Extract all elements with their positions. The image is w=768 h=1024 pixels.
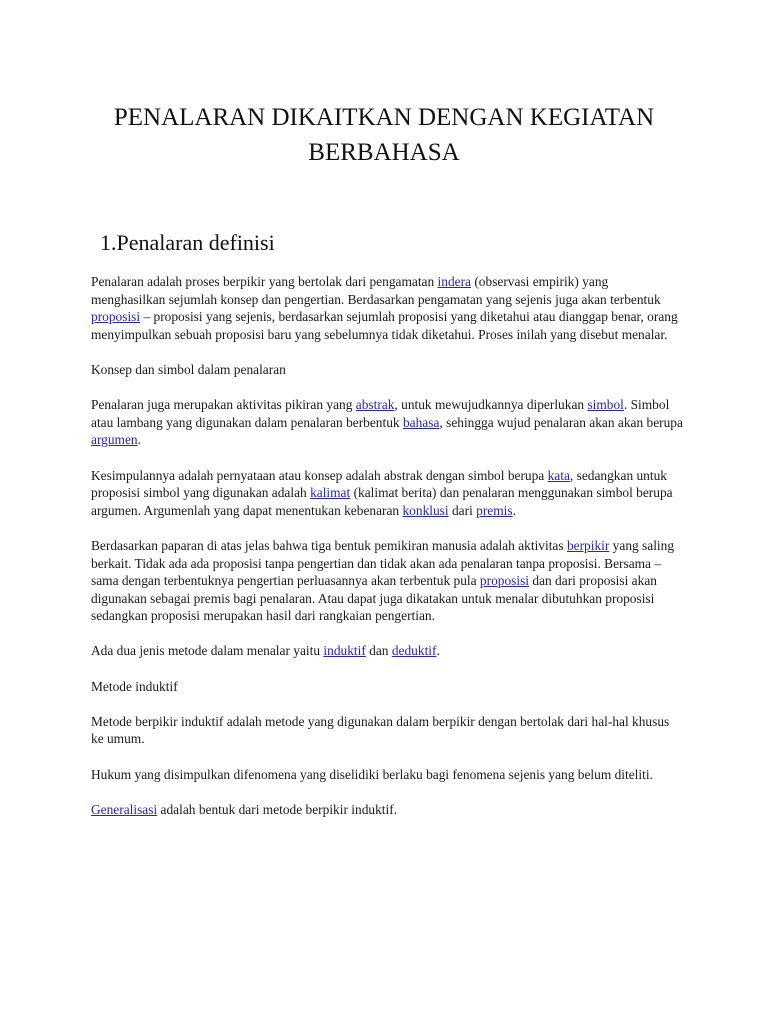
paragraph-text: , sehingga wujud penalaran akan akan berupa xyxy=(439,414,683,430)
link-kalimat[interactable]: kalimat xyxy=(310,485,351,501)
paragraph xyxy=(91,396,683,449)
link-generalisasi[interactable]: Generalisasi xyxy=(91,801,158,817)
link-indera[interactable]: indera xyxy=(437,274,471,289)
paragraph xyxy=(91,766,683,784)
link-proposisi[interactable]: proposisi xyxy=(479,573,530,589)
paragraph xyxy=(91,713,683,748)
paragraph-text: Metode induktif xyxy=(91,678,178,694)
link-argumen[interactable]: argumen xyxy=(91,432,138,448)
link-proposisi[interactable]: proposisi xyxy=(91,309,141,325)
paragraph-text: (kalimat berita) dan penalaran menggunakan simbol berupa argumen. Argumenlah yang dapat menentukan kebenaran xyxy=(91,485,673,518)
paragraph-text: Ada dua jenis metode dalam menalar yaitu xyxy=(91,643,324,659)
paragraph-text: . xyxy=(436,643,440,659)
paragraph-text: dan xyxy=(365,643,392,659)
paragraph xyxy=(91,642,683,660)
paragraph-text: yang saling berkait. Tidak ada ada proposisi tanpa pengertian dan tidak akan ada penalaran tanpa proposisi. Bersama – sama dengan terbentuknya pengertian perluasannya akan terbentuk pula xyxy=(91,537,675,589)
paragraph-text: Penalaran adalah proses berpikir yang bertolak dari pengamatan xyxy=(91,274,438,289)
document-title: PENALARAN DIKAITKAN DENGAN KEGIATAN BERBAHASA xyxy=(113,104,655,166)
paragraph-text: Berdasarkan paparan di atas jelas bahwa tiga bentuk pemikiran manusia adalah aktivitas xyxy=(91,537,567,553)
link-bahasa[interactable]: bahasa xyxy=(402,414,440,430)
paragraph-text: dan dari proposisi akan digunakan sebagai premis bagi penalaran. Atau dapat juga dikatakan untuk menalar dibutuhkan proposisi sedangkan proposisi merupakan hasil dari rangkaian pengertian. xyxy=(91,573,657,624)
paragraph-text: dari xyxy=(448,502,477,518)
paragraph-text: . xyxy=(137,432,141,448)
link-deduktif[interactable]: deduktif xyxy=(391,643,437,659)
paragraph-text: Hukum yang disimpulkan difenomena yang diselidiki berlaku bagi fenomena sejenis yang belum diteliti. xyxy=(91,766,653,782)
link-induktif[interactable]: induktif xyxy=(323,643,366,659)
link-kata[interactable]: kata xyxy=(547,467,570,483)
paragraph-text: Kesimpulannya adalah pernyataan atau konsep adalah abstrak dengan simbol berupa xyxy=(91,467,548,483)
paragraph xyxy=(91,678,683,696)
paragraph-text: (observasi empirik) yang menghasilkan sejumlah konsep dan pengertian. Berdasarkan pengamatan yang sejenis juga akan terbentuk xyxy=(91,274,661,307)
paragraph-text: , untuk mewujudkannya diperlukan xyxy=(394,397,588,413)
link-konklusi[interactable]: konklusi xyxy=(402,502,449,518)
paragraph-text: – proposisi yang sejenis, berdasarkan sejumlah proposisi yang diketahui atau dianggap benar, orang menyimpulkan sebuah proposisi baru yang sebelumnya tidak diketahui. Proses inilah yang disebut menalar. xyxy=(91,309,678,342)
link-berpikir[interactable]: berpikir xyxy=(566,537,610,553)
paragraph-text: Konsep dan simbol dalam penalaran xyxy=(91,361,286,377)
paragraph xyxy=(91,467,683,520)
paragraph-text: . xyxy=(512,502,516,518)
link-premis[interactable]: premis xyxy=(476,502,513,518)
paragraph xyxy=(91,801,683,819)
paragraph-text: Penalaran juga merupakan aktivitas pikiran yang xyxy=(91,397,356,413)
paragraph-text: . Simbol atau lambang yang digunakan dalam penalaran berbentuk xyxy=(91,397,670,430)
link-simbol[interactable]: simbol xyxy=(587,397,624,413)
paragraph xyxy=(91,361,683,379)
paragraph-text: , sedangkan untuk proposisi simbol yang digunakan adalah xyxy=(91,467,667,501)
document-body xyxy=(91,273,683,836)
paragraph-text: Metode berpikir induktif adalah metode yang digunakan dalam berpikir dengan bertolak dari hal-hal khusus ke umum. xyxy=(91,713,670,747)
paragraph xyxy=(91,273,683,343)
paragraph xyxy=(91,537,683,625)
link-abstrak[interactable]: abstrak xyxy=(355,397,395,413)
paragraph-text: adalah bentuk dari metode berpikir induktif. xyxy=(157,801,398,817)
section-heading: 1.Penalaran definisi xyxy=(100,230,275,255)
